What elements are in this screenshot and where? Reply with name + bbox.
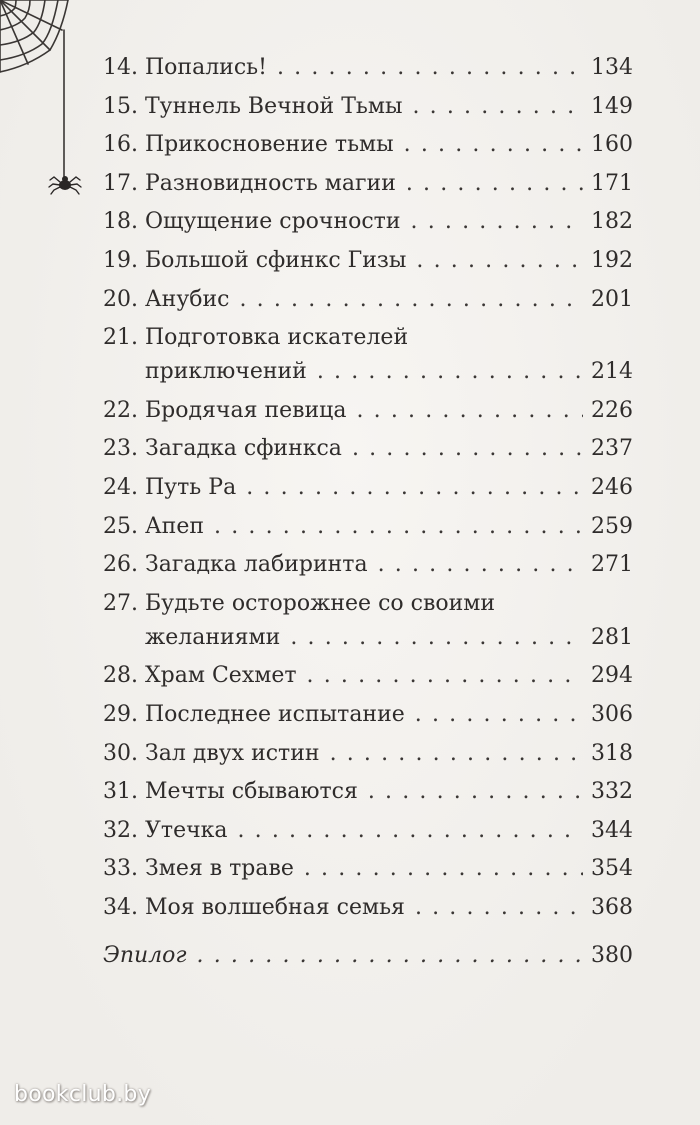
toc-entry — [103, 473, 633, 503]
toc-entry-title: Загадка лабиринта — [145, 552, 368, 578]
dot-leader — [415, 700, 583, 730]
dot-leader — [330, 739, 583, 769]
toc-entry-title-continuation: приключений — [145, 359, 307, 385]
toc-entry-page: 149 — [591, 93, 633, 119]
toc-entry — [103, 854, 633, 884]
toc-entry-title: Подготовка искателей — [145, 325, 409, 351]
toc-entry-number: 27. — [103, 590, 138, 616]
toc-entry-number: 21. — [103, 325, 138, 351]
toc-entry-number: 33. — [103, 856, 138, 882]
toc-epilogue — [103, 941, 633, 971]
toc-entry-page: 246 — [591, 474, 633, 500]
toc-entry-page: 134 — [591, 55, 633, 80]
toc-entry-number: 29. — [103, 701, 138, 727]
toc-entry — [103, 246, 633, 276]
toc-entry-title: Змея в траве — [145, 856, 294, 882]
toc-entry-page: 281 — [591, 624, 633, 650]
toc-entry-number: 18. — [103, 209, 138, 235]
toc-entry-page: 294 — [591, 663, 633, 689]
toc-entry — [103, 661, 633, 691]
epilogue-page: 380 — [591, 942, 633, 968]
dot-leader — [378, 550, 583, 580]
toc-entry — [103, 589, 633, 653]
toc-entry — [103, 777, 633, 807]
dot-leader — [197, 941, 583, 971]
watermark: bookclub.by — [14, 1082, 152, 1107]
toc-entry-number: 15. — [103, 93, 138, 119]
toc-entry — [103, 92, 633, 122]
toc-entry-page: 318 — [591, 740, 633, 766]
toc-entry-page: 214 — [591, 359, 633, 385]
toc-entry-page: 332 — [591, 779, 633, 805]
toc-entry-number: 26. — [103, 552, 138, 578]
toc-entry-number: 30. — [103, 740, 138, 766]
dot-leader — [356, 396, 583, 426]
toc-entry — [103, 550, 633, 580]
toc-entry-title: Анубис — [145, 286, 230, 312]
dot-leader — [307, 661, 583, 691]
toc-entry-title: Бродячая певица — [145, 397, 347, 423]
toc-entry-title: Разновидность магии — [145, 170, 396, 196]
toc-entry — [103, 169, 633, 199]
dot-leader — [317, 357, 583, 387]
toc-entry-number: 32. — [103, 817, 138, 843]
toc-entry-page: 160 — [591, 132, 633, 158]
dot-leader — [304, 854, 583, 884]
toc-entry-page: 271 — [591, 552, 633, 578]
toc-entry-page: 171 — [591, 170, 633, 196]
toc-entry — [103, 53, 633, 83]
toc-entry-title: Храм Сехмет — [145, 663, 297, 689]
toc-entry-title: Загадка сфинкса — [145, 436, 342, 462]
toc-entry-page: 368 — [591, 894, 633, 920]
toc-entry-number: 16. — [103, 132, 138, 158]
toc-entry-title: Попались! — [145, 55, 267, 80]
dot-leader — [352, 434, 583, 464]
toc-entry-number: 24. — [103, 474, 138, 500]
toc-entry-number: 31. — [103, 779, 138, 805]
toc-entry-page: 259 — [591, 513, 633, 539]
toc-entry-title: Мечты сбываются — [145, 779, 358, 805]
toc-entry-number: 22. — [103, 397, 138, 423]
dot-leader — [404, 130, 583, 160]
toc-entry-title: Путь Ра — [145, 474, 237, 500]
toc-entry-title: Туннель Вечной Тьмы — [145, 93, 403, 119]
toc-entry — [103, 512, 633, 542]
dot-leader — [214, 512, 583, 542]
toc-entry-page: 237 — [591, 436, 633, 462]
toc-entry-number: 23. — [103, 436, 138, 462]
table-of-contents — [103, 53, 633, 979]
toc-entry-title: Моя волшебная семья — [145, 894, 405, 920]
toc-entry-title: Прикосновение тьмы — [145, 132, 394, 158]
toc-entry — [103, 285, 633, 315]
toc-entry-page: 192 — [591, 247, 633, 273]
toc-entry — [103, 323, 633, 387]
dot-leader — [368, 777, 583, 807]
toc-entry-page: 344 — [591, 817, 633, 843]
toc-entry-number: 28. — [103, 663, 138, 689]
toc-entry-number: 34. — [103, 894, 138, 920]
toc-entry-title: Утечка — [145, 817, 228, 843]
toc-entry-title: Будьте осторожнее со своими — [145, 590, 496, 616]
dot-leader — [277, 53, 583, 83]
toc-entry — [103, 816, 633, 846]
toc-entry-page: 226 — [591, 397, 633, 423]
toc-entry-title: Последнее испытание — [145, 701, 405, 727]
toc-entry-title-continuation: желаниями — [145, 624, 281, 650]
toc-entry — [103, 700, 633, 730]
spider-icon — [48, 172, 82, 198]
toc-entry-page: 201 — [591, 286, 633, 312]
toc-entry — [103, 739, 633, 769]
epilogue-title: Эпилог — [103, 942, 187, 968]
toc-entry — [103, 207, 633, 237]
dot-leader — [246, 473, 583, 503]
toc-entry-title: Апеп — [145, 513, 205, 539]
dot-leader — [415, 893, 583, 923]
spider-web-icon — [0, 0, 110, 200]
dot-leader — [240, 285, 584, 315]
toc-entry — [103, 434, 633, 464]
dot-leader — [412, 92, 583, 122]
toc-entry — [103, 893, 633, 923]
dot-leader — [238, 816, 584, 846]
toc-entry-number: 20. — [103, 286, 138, 312]
toc-entry-page: 182 — [591, 209, 633, 235]
toc-entry-page: 306 — [591, 701, 633, 727]
toc-entry-number: 19. — [103, 247, 138, 273]
dot-leader — [411, 207, 583, 237]
toc-entry-number: 17. — [103, 170, 138, 196]
toc-entry — [103, 396, 633, 426]
toc-entry-number: 25. — [103, 513, 138, 539]
toc-entry-title: Ощущение срочности — [145, 209, 401, 235]
toc-entry — [103, 130, 633, 160]
toc-entry-title: Большой сфинкс Гизы — [145, 247, 407, 273]
toc-entry-title: Зал двух истин — [145, 740, 320, 766]
toc-entry-page: 354 — [591, 856, 633, 882]
dot-leader — [290, 623, 583, 653]
dot-leader — [406, 169, 583, 199]
toc-entry-number: 14. — [103, 55, 138, 80]
dot-leader — [416, 246, 583, 276]
